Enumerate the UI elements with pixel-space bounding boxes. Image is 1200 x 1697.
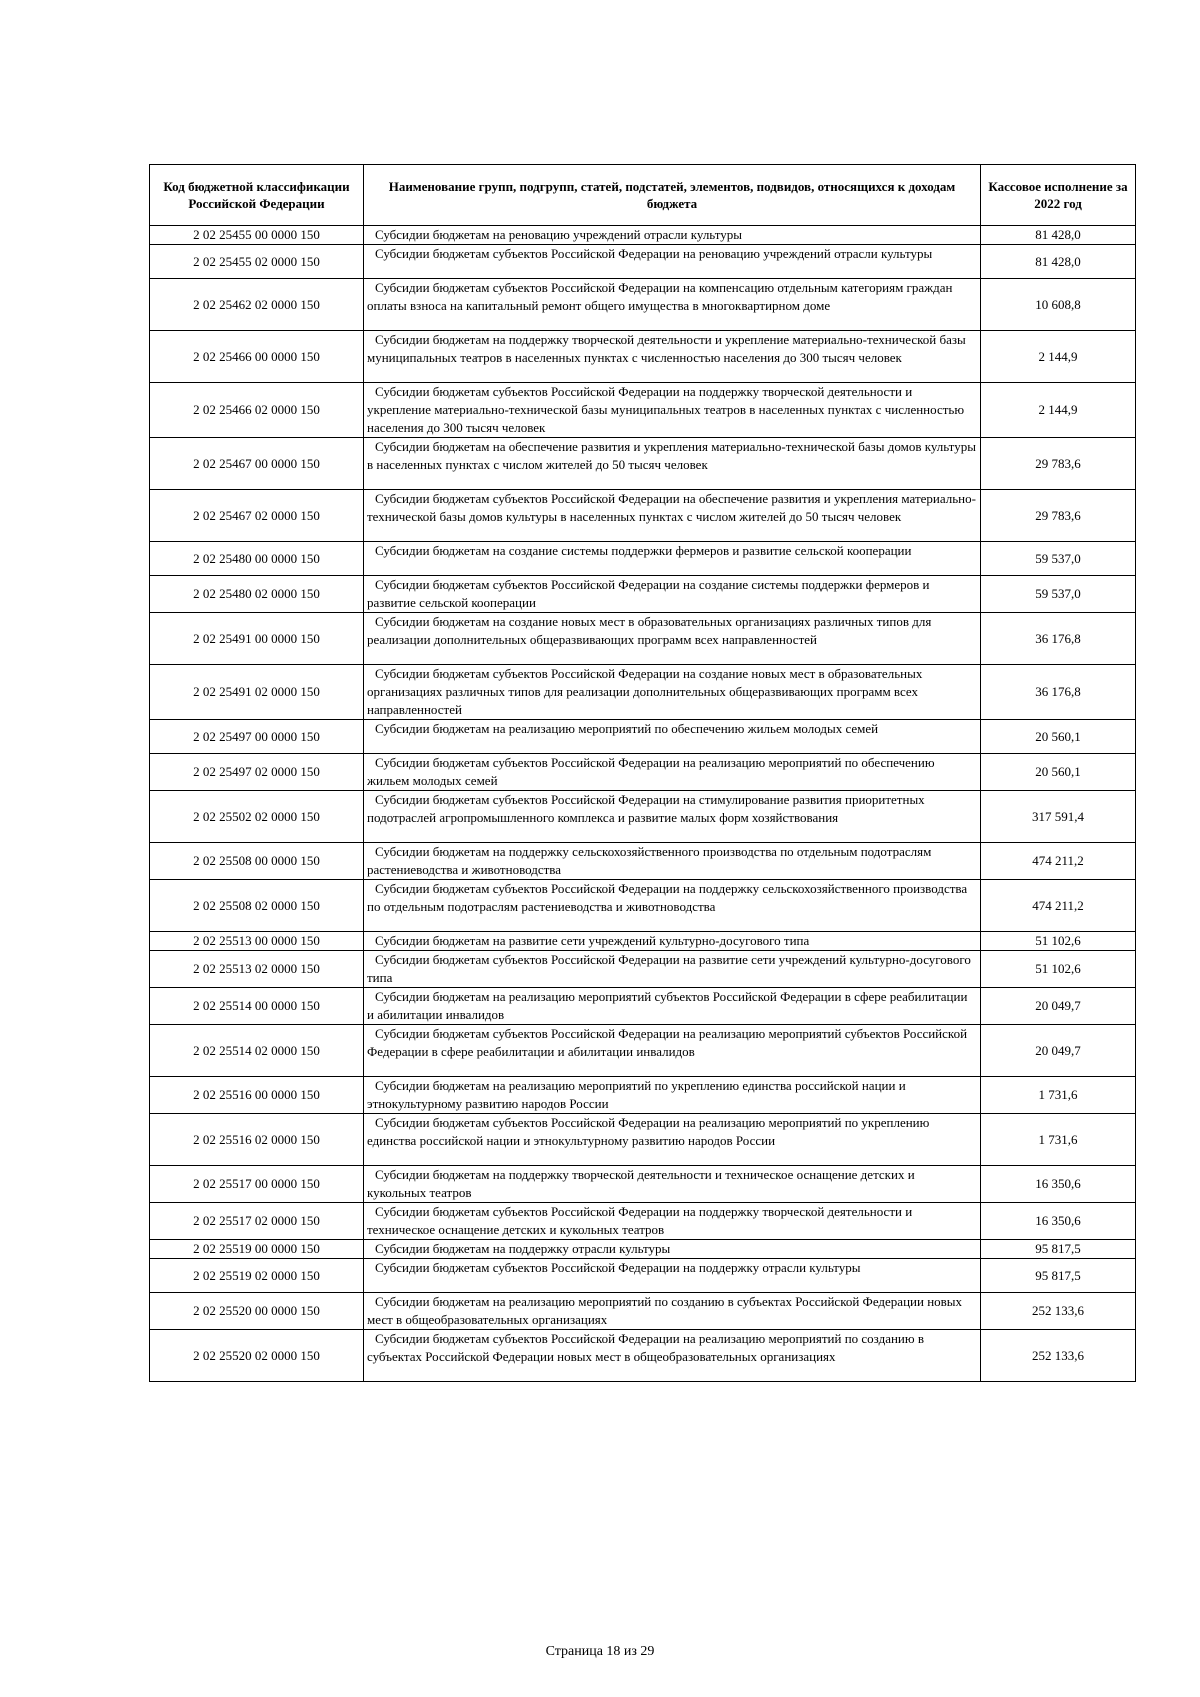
row-code: 2 02 25513 00 0000 150 xyxy=(150,932,364,951)
row-amount: 29 783,6 xyxy=(981,490,1136,542)
table-row xyxy=(150,245,1136,279)
row-code: 2 02 25455 02 0000 150 xyxy=(150,245,364,279)
row-amount: 1 731,6 xyxy=(981,1077,1136,1114)
row-amount: 252 133,6 xyxy=(981,1330,1136,1382)
table-row xyxy=(150,720,1136,754)
row-code: 2 02 25455 00 0000 150 xyxy=(150,226,364,245)
row-code: 2 02 25497 00 0000 150 xyxy=(150,720,364,754)
table-row xyxy=(150,988,1136,1025)
row-name: Субсидии бюджетам на развитие сети учреждений культурно-досугового типа xyxy=(364,932,981,951)
table-row xyxy=(150,1259,1136,1293)
table-row xyxy=(150,331,1136,383)
row-code: 2 02 25502 02 0000 150 xyxy=(150,791,364,843)
row-code: 2 02 25467 00 0000 150 xyxy=(150,438,364,490)
table-header-row xyxy=(150,165,1136,226)
table-row xyxy=(150,1330,1136,1382)
row-code: 2 02 25519 02 0000 150 xyxy=(150,1259,364,1293)
row-code: 2 02 25467 02 0000 150 xyxy=(150,490,364,542)
row-name: Субсидии бюджетам субъектов Российской Федерации на реновацию учреждений отрасли культуры xyxy=(364,245,981,279)
row-amount: 10 608,8 xyxy=(981,279,1136,331)
table-row xyxy=(150,1077,1136,1114)
row-code: 2 02 25514 00 0000 150 xyxy=(150,988,364,1025)
row-code: 2 02 25466 00 0000 150 xyxy=(150,331,364,383)
table-row xyxy=(150,1203,1136,1240)
row-code: 2 02 25497 02 0000 150 xyxy=(150,754,364,791)
row-name: Субсидии бюджетам субъектов Российской Федерации на создание системы поддержки фермеров и развитие сельской кооперации xyxy=(364,576,981,613)
row-amount: 16 350,6 xyxy=(981,1166,1136,1203)
row-code: 2 02 25491 02 0000 150 xyxy=(150,665,364,720)
row-amount: 59 537,0 xyxy=(981,542,1136,576)
table-row xyxy=(150,490,1136,542)
row-name: Субсидии бюджетам на поддержку сельскохозяйственного производства по отдельным подотраслям растениеводства и животноводства xyxy=(364,843,981,880)
row-amount: 1 731,6 xyxy=(981,1114,1136,1166)
row-name: Субсидии бюджетам на создание системы поддержки фермеров и развитие сельской кооперации xyxy=(364,542,981,576)
row-name: Субсидии бюджетам на реализацию мероприятий по укреплению единства российской нации и этнокультурному развитию народов России xyxy=(364,1077,981,1114)
table-row xyxy=(150,1025,1136,1077)
row-name: Субсидии бюджетам субъектов Российской Федерации на компенсацию отдельным категориям граждан оплаты взноса на капитальный ремонт общего имущества в многоквартирном доме xyxy=(364,279,981,331)
row-amount: 20 049,7 xyxy=(981,1025,1136,1077)
row-name: Субсидии бюджетам субъектов Российской Федерации на поддержку творческой деятельности и техническое оснащение детских и кукольных театров xyxy=(364,1203,981,1240)
table-row xyxy=(150,665,1136,720)
row-name: Субсидии бюджетам субъектов Российской Федерации на реализацию мероприятий по обеспечению жильем молодых семей xyxy=(364,754,981,791)
row-amount: 20 049,7 xyxy=(981,988,1136,1025)
row-amount: 2 144,9 xyxy=(981,383,1136,438)
row-amount: 51 102,6 xyxy=(981,932,1136,951)
table-row xyxy=(150,754,1136,791)
row-code: 2 02 25516 02 0000 150 xyxy=(150,1114,364,1166)
row-amount: 2 144,9 xyxy=(981,331,1136,383)
page-number: Страница 18 из 29 xyxy=(545,1644,655,1659)
row-amount: 36 176,8 xyxy=(981,665,1136,720)
row-name: Субсидии бюджетам на реализацию мероприятий субъектов Российской Федерации в сфере реабилитации и абилитации инвалидов xyxy=(364,988,981,1025)
row-name: Субсидии бюджетам субъектов Российской Федерации на реализацию мероприятий по укреплению единства российской нации и этнокультурному развитию народов России xyxy=(364,1114,981,1166)
row-name: Субсидии бюджетам субъектов Российской Федерации на создание новых мест в образовательных организациях различных типов для реализации дополнительных общеразвивающих программ всех направленностей xyxy=(364,665,981,720)
row-amount: 51 102,6 xyxy=(981,951,1136,988)
row-code: 2 02 25480 02 0000 150 xyxy=(150,576,364,613)
row-code: 2 02 25517 00 0000 150 xyxy=(150,1166,364,1203)
row-code: 2 02 25508 02 0000 150 xyxy=(150,880,364,932)
row-code: 2 02 25462 02 0000 150 xyxy=(150,279,364,331)
row-amount: 95 817,5 xyxy=(981,1259,1136,1293)
table-row xyxy=(150,843,1136,880)
row-amount: 20 560,1 xyxy=(981,720,1136,754)
row-code: 2 02 25517 02 0000 150 xyxy=(150,1203,364,1240)
row-amount: 20 560,1 xyxy=(981,754,1136,791)
row-code: 2 02 25491 00 0000 150 xyxy=(150,613,364,665)
table-row xyxy=(150,383,1136,438)
row-code: 2 02 25514 02 0000 150 xyxy=(150,1025,364,1077)
row-name: Субсидии бюджетам на поддержку творческой деятельности и техническое оснащение детских и кукольных театров xyxy=(364,1166,981,1203)
table-row xyxy=(150,279,1136,331)
row-code: 2 02 25520 02 0000 150 xyxy=(150,1330,364,1382)
row-name: Субсидии бюджетам на поддержку творческой деятельности и укрепление материально-технической базы муниципальных театров в населенных пунктах с численностью населения до 300 тысяч человек xyxy=(364,331,981,383)
row-name: Субсидии бюджетам субъектов Российской Федерации на поддержку отрасли культуры xyxy=(364,1259,981,1293)
row-amount: 252 133,6 xyxy=(981,1293,1136,1330)
row-name: Субсидии бюджетам субъектов Российской Федерации на реализацию мероприятий по созданию в субъектах Российской Федерации новых мест в общеобразовательных организациях xyxy=(364,1330,981,1382)
row-name: Субсидии бюджетам на создание новых мест в образовательных организациях различных типов для реализации дополнительных общеразвивающих программ всех направленностей xyxy=(364,613,981,665)
row-name: Субсидии бюджетам на обеспечение развития и укрепления материально-технической базы домов культуры в населенных пунктах с числом жителей до 50 тысяч человек xyxy=(364,438,981,490)
row-amount: 317 591,4 xyxy=(981,791,1136,843)
table-row xyxy=(150,1166,1136,1203)
table-row xyxy=(150,880,1136,932)
table-row xyxy=(150,613,1136,665)
row-name: Субсидии бюджетам на реновацию учреждений отрасли культуры xyxy=(364,226,981,245)
row-code: 2 02 25516 00 0000 150 xyxy=(150,1077,364,1114)
row-name: Субсидии бюджетам на реализацию мероприятий по созданию в субъектах Российской Федерации новых мест в общеобразовательных организациях xyxy=(364,1293,981,1330)
header-name: Наименование групп, подгрупп, статей, подстатей, элементов, подвидов, относящихся к доходам бюджета xyxy=(364,165,981,226)
row-name: Субсидии бюджетам субъектов Российской Федерации на развитие сети учреждений культурно-досугового типа xyxy=(364,951,981,988)
row-code: 2 02 25520 00 0000 150 xyxy=(150,1293,364,1330)
row-code: 2 02 25513 02 0000 150 xyxy=(150,951,364,988)
row-amount: 29 783,6 xyxy=(981,438,1136,490)
row-amount: 59 537,0 xyxy=(981,576,1136,613)
row-amount: 474 211,2 xyxy=(981,880,1136,932)
budget-revenue-table xyxy=(149,164,1136,1382)
row-name: Субсидии бюджетам на реализацию мероприятий по обеспечению жильем молодых семей xyxy=(364,720,981,754)
table-row xyxy=(150,1293,1136,1330)
table-row xyxy=(150,1114,1136,1166)
table-row xyxy=(150,576,1136,613)
row-amount: 16 350,6 xyxy=(981,1203,1136,1240)
table-row xyxy=(150,542,1136,576)
row-amount: 474 211,2 xyxy=(981,843,1136,880)
table-row xyxy=(150,438,1136,490)
row-name: Субсидии бюджетам субъектов Российской Федерации на обеспечение развития и укрепления материально-технической базы домов культуры в населенных пунктах с числом жителей до 50 тысяч человек xyxy=(364,490,981,542)
header-code: Код бюджетной классификации Российской Федерации xyxy=(150,165,364,226)
row-amount: 95 817,5 xyxy=(981,1240,1136,1259)
table-row xyxy=(150,932,1136,951)
row-amount: 81 428,0 xyxy=(981,226,1136,245)
row-code: 2 02 25466 02 0000 150 xyxy=(150,383,364,438)
header-amount: Кассовое исполнение за 2022 год xyxy=(981,165,1136,226)
row-amount: 81 428,0 xyxy=(981,245,1136,279)
row-amount: 36 176,8 xyxy=(981,613,1136,665)
row-name: Субсидии бюджетам субъектов Российской Федерации на поддержку творческой деятельности и укрепление материально-технической базы муниципальных театров в населенных пунктах с численностью населения до 300 тысяч человек xyxy=(364,383,981,438)
row-name: Субсидии бюджетам на поддержку отрасли культуры xyxy=(364,1240,981,1259)
row-code: 2 02 25480 00 0000 150 xyxy=(150,542,364,576)
row-code: 2 02 25519 00 0000 150 xyxy=(150,1240,364,1259)
table-row xyxy=(150,226,1136,245)
table-row xyxy=(150,1240,1136,1259)
table-row xyxy=(150,951,1136,988)
row-code: 2 02 25508 00 0000 150 xyxy=(150,843,364,880)
row-name: Субсидии бюджетам субъектов Российской Федерации на поддержку сельскохозяйственного производства по отдельным подотраслям растениеводства и животноводства xyxy=(364,880,981,932)
row-name: Субсидии бюджетам субъектов Российской Федерации на стимулирование развития приоритетных подотраслей агропромышленного комплекса и развитие малых форм хозяйствования xyxy=(364,791,981,843)
row-name: Субсидии бюджетам субъектов Российской Федерации на реализацию мероприятий субъектов Российской Федерации в сфере реабилитации и абилитации инвалидов xyxy=(364,1025,981,1077)
table-row xyxy=(150,791,1136,843)
